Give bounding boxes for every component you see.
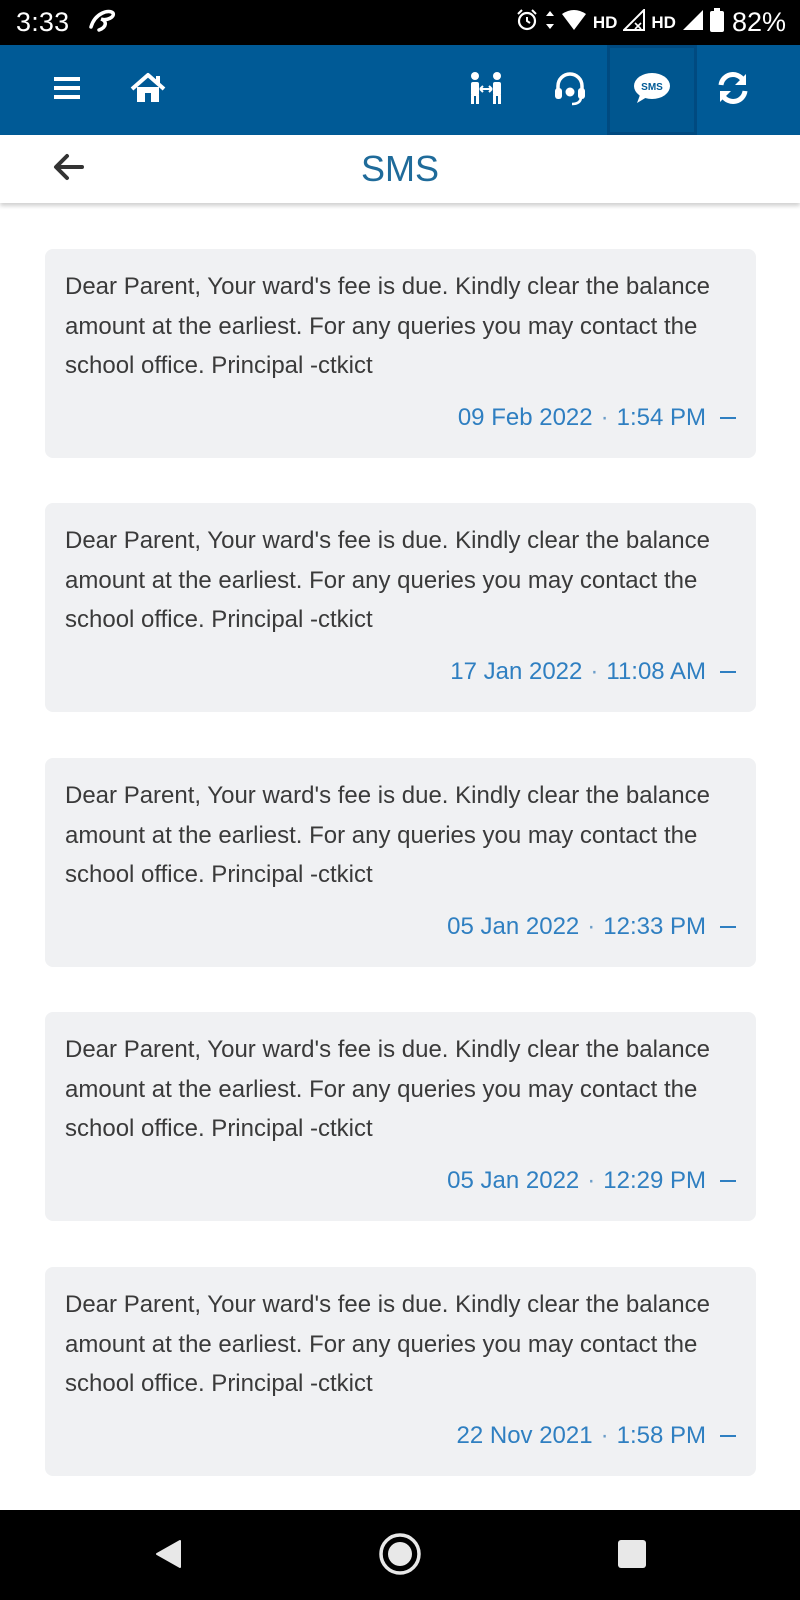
message-date: 05 Jan 2022 [447, 1167, 580, 1194]
message-date: 17 Jan 2022 [450, 658, 583, 685]
home-circle-icon [378, 1532, 422, 1581]
support-headset-icon [552, 70, 588, 111]
hd-label: HD [592, 12, 618, 32]
message-text: Dear Parent, Your ward's fee is due. Kindly clear the balance amount at the earliest. For any queries you may contact the school office. Principal -ctkict [65, 1036, 710, 1142]
refresh-button[interactable] [688, 45, 778, 135]
message-date: 09 Feb 2022 [457, 404, 593, 431]
message-meta [447, 913, 736, 941]
message-card[interactable] [45, 249, 756, 458]
signal-icon [623, 9, 645, 36]
menu-button[interactable] [22, 45, 112, 135]
title-bar [0, 135, 800, 203]
message-card[interactable] [45, 758, 756, 967]
message-list [0, 203, 800, 1510]
battery-percent: 82% [731, 7, 786, 37]
system-nav-bar [0, 1510, 800, 1600]
message-date: 05 Jan 2022 [447, 913, 580, 940]
message-card[interactable] [45, 1012, 756, 1221]
signal-icon [682, 9, 704, 36]
meta-separator: · [587, 913, 596, 940]
meta-separator: · [600, 1422, 609, 1449]
back-triangle-icon [152, 1538, 184, 1575]
message-time: 1:54 PM [616, 404, 706, 431]
meta-separator: · [590, 658, 599, 685]
dash-icon [720, 671, 736, 673]
sms-icon [632, 71, 672, 110]
message-time: 12:33 PM [603, 913, 706, 940]
message-card[interactable] [45, 1267, 756, 1476]
message-text: Dear Parent, Your ward's fee is due. Kindly clear the balance amount at the earliest. For any queries you may contact the school office. Principal -ctkict [65, 782, 710, 888]
parent-child-icon [466, 71, 506, 110]
message-text: Dear Parent, Your ward's fee is due. Kindly clear the balance amount at the earliest. For any queries you may contact the school office. Principal -ctkict [65, 1291, 710, 1397]
system-back-button[interactable] [140, 1528, 196, 1584]
message-time: 11:08 AM [606, 658, 706, 685]
dash-icon [720, 1180, 736, 1182]
recents-square-icon [617, 1539, 647, 1574]
carrier-icon [87, 7, 117, 38]
app-bar [0, 45, 800, 135]
message-card[interactable] [45, 503, 756, 712]
message-time: 12:29 PM [603, 1167, 706, 1194]
message-meta [458, 404, 736, 432]
system-home-button[interactable] [372, 1528, 428, 1584]
home-button[interactable] [103, 45, 193, 135]
status-bar [0, 0, 800, 45]
hd-label: HD [651, 12, 676, 32]
meta-separator: · [587, 1167, 596, 1194]
battery-icon [710, 8, 724, 37]
status-time: 3:33 [16, 7, 70, 37]
dash-icon [720, 417, 736, 419]
parent-child-button[interactable] [441, 45, 531, 135]
message-meta [450, 658, 736, 686]
data-arrows-icon [545, 9, 555, 36]
message-date: 22 Nov 2021 [456, 1422, 593, 1449]
message-text: Dear Parent, Your ward's fee is due. Kindly clear the balance amount at the earliest. For any queries you may contact the school office. Principal -ctkict [65, 527, 710, 633]
system-recents-button[interactable] [604, 1528, 660, 1584]
refresh-icon [715, 71, 751, 110]
message-meta [457, 1422, 737, 1450]
menu-icon [53, 74, 81, 107]
page-title: SMS [360, 148, 439, 189]
meta-separator: · [600, 404, 609, 431]
sms-button[interactable] [607, 45, 697, 135]
sms-icon-text: SMS [641, 81, 663, 93]
dash-icon [720, 1435, 736, 1437]
wifi-icon [561, 9, 587, 36]
home-icon [129, 72, 167, 109]
alarm-icon [515, 8, 539, 37]
message-time: 1:58 PM [616, 1422, 706, 1449]
message-text: Dear Parent, Your ward's fee is due. Kindly clear the balance amount at the earliest. For any queries you may contact the school office. Principal -ctkict [65, 273, 710, 379]
dash-icon [720, 926, 736, 928]
message-meta [447, 1167, 736, 1195]
support-button[interactable] [525, 45, 615, 135]
